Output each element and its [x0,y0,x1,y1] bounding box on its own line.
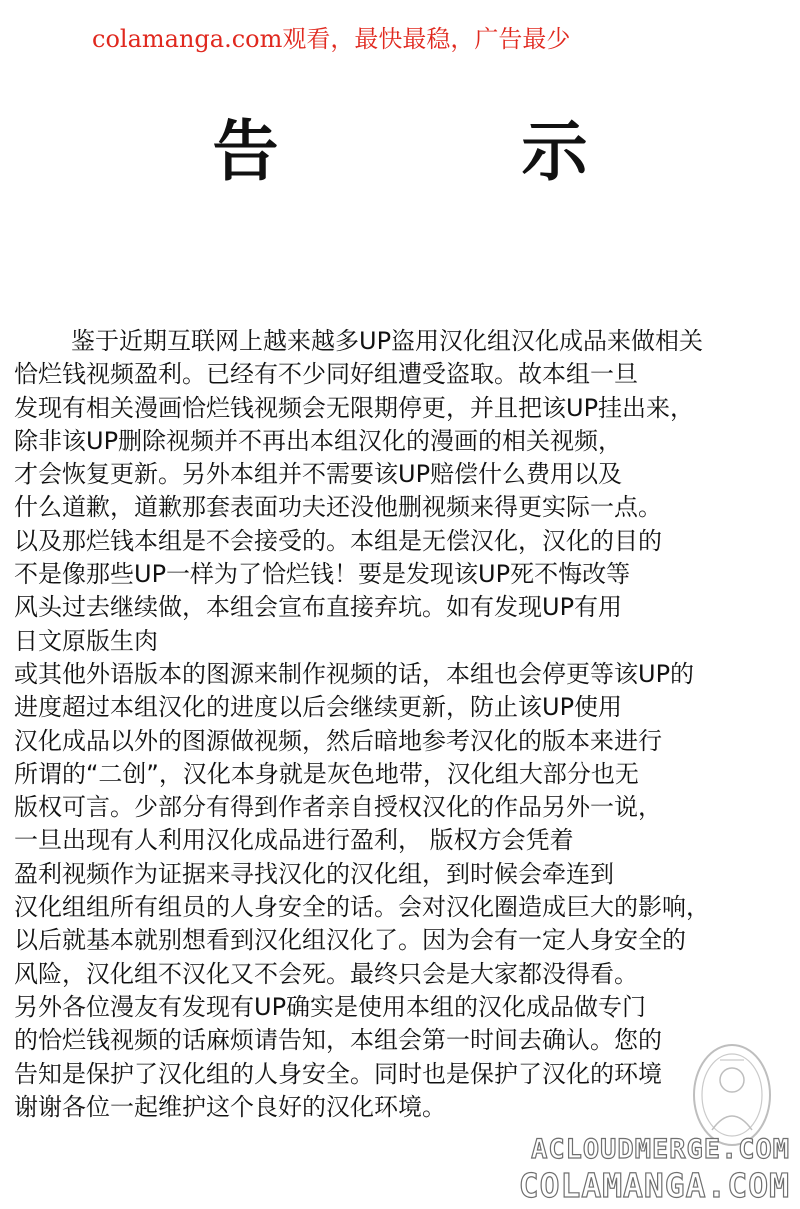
ad-banner[interactable]: colamanga.com观看，最快最稳，广告最少 [92,25,571,53]
body-line: 谢谢各位一起维护这个良好的汉化环境。 [14,1092,446,1121]
body-line: 什么道歉，道歉那套表面功夫还没他删视频来得更实际一点。 [14,493,662,522]
body-line: 不是像那些UP一样为了恰烂钱！要是发现该UP死不悔改等 [14,560,631,589]
body-line: 汉化组组所有组员的人身安全的话。会对汉化圈造成巨大的影响， [14,893,710,922]
body-line: 日文原版生肉 [14,626,158,655]
body-line: 风险，汉化组不汉化又不会死。最终只会是大家都没得看。 [14,959,638,988]
body-line: 一旦出现有人利用汉化成品进行盈利， 版权方会凭着 [14,826,574,855]
notice-title: 告 示 [212,113,698,190]
body-line: 进度超过本组汉化的进度以后会继续更新，防止该UP使用 [14,693,623,722]
body-line: 除非该UP删除视频并不再出本组汉化的漫画的相关视频， [14,426,623,455]
watermark-acloudmerge: ACLOUDMERGE.COM [531,1134,790,1165]
body-line: 或其他外语版本的图源来制作视频的话，本组也会停更等该UP的 [14,659,695,688]
body-line: 汉化成品以外的图源做视频，然后暗地参考汉化的版本来进行 [14,726,662,755]
body-line: 盈利视频作为证据来寻找汉化的汉化组，到时候会牵连到 [14,859,614,888]
body-line: 所谓的“二创”，汉化本身就是灰色地带，汉化组大部分也无 [14,759,639,788]
body-line: 告知是保护了汉化组的人身安全。同时也是保护了汉化的环境 [14,1059,662,1088]
body-line: 才会恢复更新。另外本组并不需要该UP赔偿什么费用以及 [14,460,623,489]
body-line: 风头过去继续做，本组会宣布直接弃坑。如有发现UP有用 [14,593,623,622]
body-line: 鉴于近期互联网上越来越多UP盗用汉化组汉化成品来做相关 [71,327,704,355]
body-line: 恰烂钱视频盈利。已经有不少同好组遭受盗取。故本组一旦 [14,360,638,389]
body-line: 以及那烂钱本组是不会接受的。本组是无偿汉化，汉化的目的 [14,526,662,555]
body-line: 版权可言。少部分有得到作者亲自授权汉化的作品另外一说， [14,793,662,822]
body-line: 以后就基本就别想看到汉化组汉化了。因为会有一定人身安全的 [14,926,686,955]
watermark-colamanga: COLAMANGA.COM [518,1166,790,1205]
body-line: 另外各位漫友有发现有UP确实是使用本组的汉化成品做专门 [14,992,647,1021]
body-line: 发现有相关漫画恰烂钱视频会无限期停更，并且把该UP挂出来， [14,393,695,422]
notice-body [14,325,800,1124]
body-line: 的恰烂钱视频的话麻烦请告知，本组会第一时间去确认。您的 [14,1026,662,1055]
